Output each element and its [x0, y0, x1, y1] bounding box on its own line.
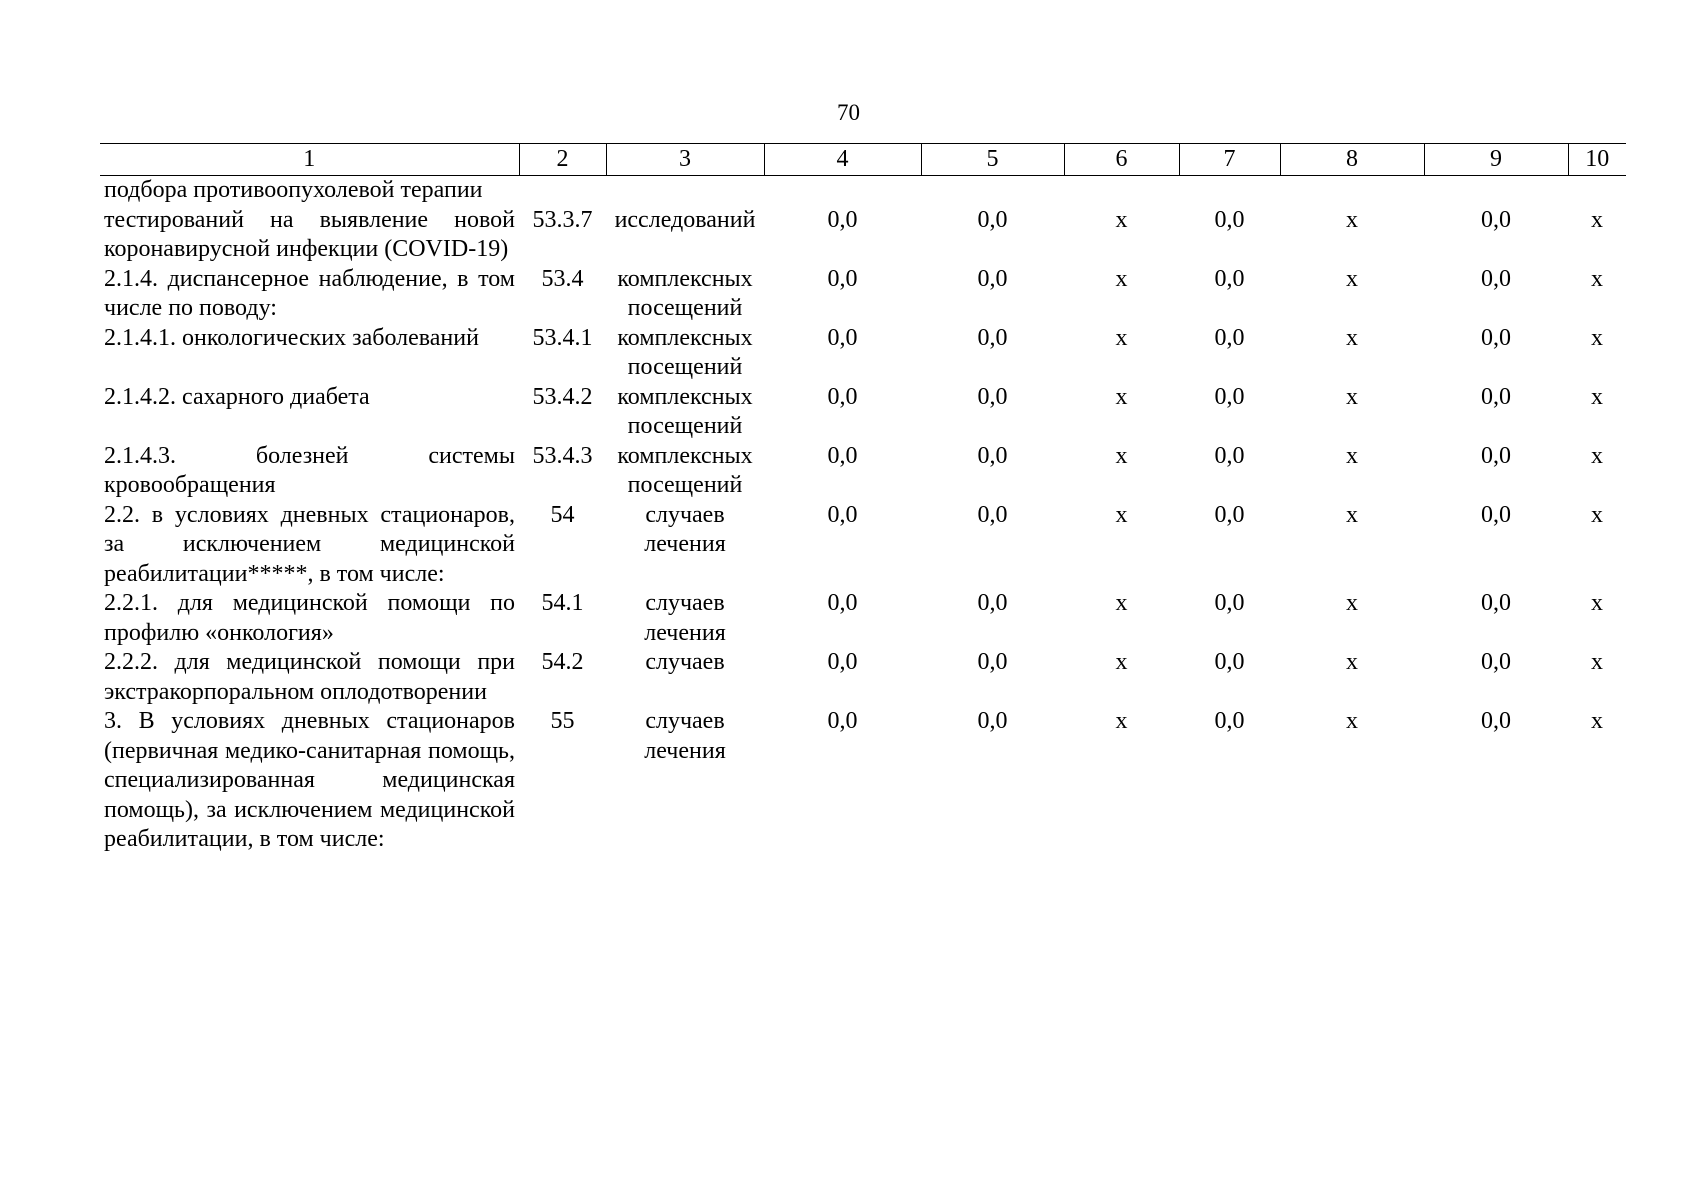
column-header-3: 3	[606, 144, 764, 176]
table-row	[100, 206, 1626, 265]
row-value-cell-col7: 0,0	[1214, 708, 1245, 734]
row-name-cell: 2.2.2. для медицинской помощи при экстракорпоральном оплодотворении	[104, 649, 515, 705]
column-header-6: 6	[1064, 144, 1179, 176]
page-number: 70	[837, 100, 860, 125]
row-value-cell-col4	[764, 176, 921, 206]
row-value-cell-col5: 0,0	[977, 649, 1008, 675]
table-row	[100, 648, 1626, 707]
table-row	[100, 707, 1626, 855]
row-value-cell-col8: х	[1346, 442, 1358, 469]
row-value-cell-col8: х	[1346, 383, 1358, 410]
row-value-cell-col7: 0,0	[1214, 383, 1245, 410]
row-value-cell-col7	[1179, 176, 1280, 206]
table-header-row	[100, 144, 1626, 176]
row-value-cell-col10	[1568, 176, 1626, 206]
row-value-cell-col5	[921, 176, 1064, 206]
row-value-cell-col6: х	[1115, 708, 1128, 734]
row-name-cell: 2.2.1. для медицинской помощи по профилю «онкология»	[104, 590, 515, 646]
row-value-cell-col5: 0,0	[977, 383, 1008, 410]
row-value-cell-col9: 0,0	[1481, 206, 1511, 233]
row-value-cell-col4: 0,0	[827, 590, 858, 616]
row-value-cell-col5: 0,0	[977, 442, 1008, 469]
row-name-cell: подбора противоопухолевой терапии	[104, 177, 483, 203]
row-value-cell-col10: х	[1591, 501, 1603, 528]
row-value-cell-col9: 0,0	[1481, 649, 1511, 675]
row-value-cell-col9: 0,0	[1481, 708, 1511, 734]
row-value-cell-col8: х	[1346, 649, 1358, 675]
column-header-9: 9	[1424, 144, 1568, 176]
table-row	[100, 176, 1626, 206]
row-unit-cell: случаев лечения	[644, 501, 726, 557]
column-header-10: 10	[1568, 144, 1626, 176]
row-value-cell-col8: х	[1346, 265, 1358, 292]
row-name-cell: 2.1.4.2. сахарного диабета	[104, 383, 370, 410]
row-value-cell-col8: х	[1346, 324, 1358, 351]
row-value-cell-col9: 0,0	[1481, 324, 1511, 351]
row-code-cell: 53.4.1	[532, 324, 593, 351]
row-unit-cell: комплексных посещений	[617, 324, 753, 380]
row-name-cell: 2.2. в условиях дневных стационаров, за исключением медицинской реабилитации*****, в том числе:	[104, 501, 515, 587]
row-code-cell: 53.4.3	[532, 442, 593, 469]
row-value-cell-col10: х	[1591, 442, 1603, 469]
row-value-cell-col6: х	[1115, 324, 1128, 351]
row-value-cell-col7: 0,0	[1214, 590, 1245, 616]
row-code-cell: 53.4	[541, 265, 584, 292]
row-unit-cell: комплексных посещений	[617, 442, 753, 498]
row-value-cell-col6	[1064, 176, 1179, 206]
row-unit-cell: комплексных посещений	[617, 265, 753, 321]
column-header-1: 1	[100, 144, 519, 176]
table-row	[100, 442, 1626, 501]
row-unit-cell: случаев лечения	[644, 708, 726, 764]
row-value-cell-col6: х	[1115, 442, 1128, 469]
row-value-cell-col9	[1424, 176, 1568, 206]
row-value-cell-col4: 0,0	[827, 649, 858, 675]
row-value-cell-col6: х	[1115, 590, 1128, 616]
row-value-cell-col7: 0,0	[1214, 265, 1245, 292]
row-value-cell-col7: 0,0	[1214, 324, 1245, 351]
row-value-cell-col9: 0,0	[1481, 265, 1511, 292]
row-value-cell-col8	[1280, 176, 1424, 206]
row-value-cell-col6: х	[1115, 265, 1128, 292]
row-value-cell-col4: 0,0	[827, 265, 858, 292]
row-value-cell-col6: х	[1115, 206, 1128, 233]
row-name-cell: тестирований на выявление новой коронавирусной инфекции (COVID-19)	[104, 206, 515, 262]
row-value-cell-col5: 0,0	[977, 501, 1008, 528]
row-value-cell-col10: х	[1591, 324, 1603, 351]
data-table	[100, 143, 1626, 855]
row-value-cell-col10: х	[1591, 383, 1603, 410]
row-value-cell-col8: х	[1346, 206, 1358, 233]
row-value-cell-col10: х	[1591, 649, 1603, 675]
row-name-cell: 2.1.4.3. болезней системы кровообращения	[104, 442, 515, 498]
row-code-cell: 53.3.7	[532, 206, 593, 233]
row-value-cell-col10: х	[1591, 265, 1603, 292]
row-name-cell: 2.1.4. диспансерное наблюдение, в том числе по поводу:	[104, 265, 515, 321]
row-value-cell-col9: 0,0	[1481, 442, 1511, 469]
row-value-cell-col5: 0,0	[977, 708, 1008, 734]
row-value-cell-col7: 0,0	[1214, 501, 1245, 528]
row-value-cell-col6: х	[1115, 649, 1128, 675]
table-row	[100, 265, 1626, 324]
row-value-cell-col5: 0,0	[977, 265, 1008, 292]
table-row	[100, 383, 1626, 442]
row-value-cell-col10: х	[1591, 206, 1603, 233]
row-unit-cell: случаев	[645, 649, 725, 675]
row-value-cell-col5: 0,0	[977, 324, 1008, 351]
row-value-cell-col4: 0,0	[827, 501, 858, 528]
row-code-cell: 54	[550, 501, 575, 528]
row-name-cell: 3. В условиях дневных стационаров (первичная медико-санитарная помощь, специализированная медицинская помощь), за исключением медицинской реабилитации, в том числе:	[104, 708, 515, 852]
row-unit-cell: исследований	[614, 206, 756, 233]
row-value-cell-col4: 0,0	[827, 206, 858, 233]
row-name-cell: 2.1.4.1. онкологических заболеваний	[104, 324, 479, 351]
row-value-cell-col9: 0,0	[1481, 383, 1511, 410]
row-code-cell: 54.2	[541, 649, 584, 675]
row-value-cell-col9: 0,0	[1481, 590, 1511, 616]
row-value-cell-col4: 0,0	[827, 383, 858, 410]
row-value-cell-col5: 0,0	[977, 590, 1008, 616]
row-code-cell: 55	[550, 708, 575, 734]
row-value-cell-col6: х	[1115, 383, 1128, 410]
row-value-cell-col7: 0,0	[1214, 442, 1245, 469]
row-code-cell	[519, 176, 606, 206]
row-unit-cell: комплексных посещений	[617, 383, 753, 439]
table-body	[100, 176, 1626, 855]
row-value-cell-col5: 0,0	[977, 206, 1008, 233]
row-value-cell-col8: х	[1346, 501, 1358, 528]
row-value-cell-col8: х	[1346, 590, 1358, 616]
row-value-cell-col10: х	[1591, 590, 1603, 616]
row-value-cell-col6: х	[1115, 501, 1128, 528]
column-header-5: 5	[921, 144, 1064, 176]
table-row	[100, 324, 1626, 383]
column-header-8: 8	[1280, 144, 1424, 176]
row-unit-cell: случаев лечения	[644, 590, 726, 646]
row-value-cell-col4: 0,0	[827, 442, 858, 469]
row-value-cell-col10: х	[1591, 708, 1603, 734]
row-value-cell-col9: 0,0	[1481, 501, 1511, 528]
column-header-2: 2	[519, 144, 606, 176]
row-code-cell: 53.4.2	[532, 383, 593, 410]
row-value-cell-col8: х	[1346, 708, 1358, 734]
row-code-cell: 54.1	[541, 590, 584, 616]
row-value-cell-col7: 0,0	[1214, 649, 1245, 675]
row-value-cell-col4: 0,0	[827, 324, 858, 351]
table-row	[100, 589, 1626, 648]
column-header-7: 7	[1179, 144, 1280, 176]
row-unit-cell	[606, 176, 764, 206]
table-row	[100, 501, 1626, 590]
row-value-cell-col7: 0,0	[1214, 206, 1245, 233]
row-value-cell-col4: 0,0	[827, 708, 858, 734]
column-header-4: 4	[764, 144, 921, 176]
